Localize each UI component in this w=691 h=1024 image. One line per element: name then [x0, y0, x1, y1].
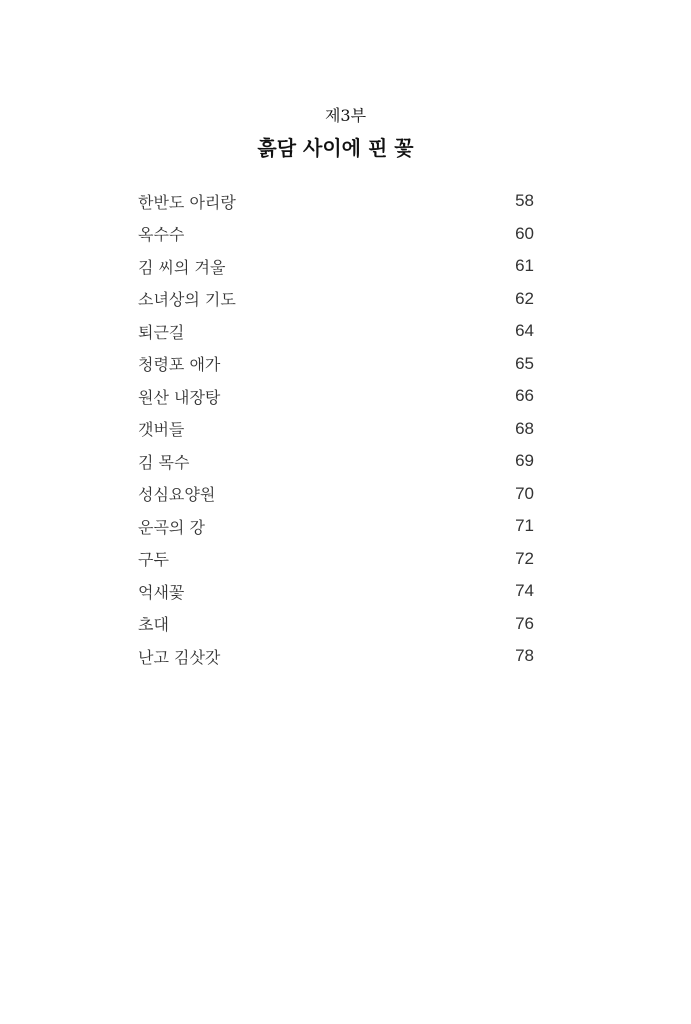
toc-entry-page: 76 — [515, 613, 534, 633]
toc-entry-page: 58 — [515, 191, 534, 211]
toc-entry — [138, 478, 534, 511]
table-of-contents — [138, 185, 534, 673]
toc-entry-page: 70 — [515, 483, 534, 503]
toc-entry-title: 갯버들 — [138, 420, 185, 440]
toc-entry-page: 72 — [515, 548, 534, 568]
toc-entry — [138, 315, 534, 348]
toc-entry-page: 78 — [515, 646, 534, 666]
toc-entry-title: 성심요양원 — [138, 485, 216, 505]
toc-entry — [138, 445, 534, 478]
toc-entry-page: 60 — [515, 223, 534, 243]
toc-entry-page: 66 — [515, 386, 534, 406]
toc-entry-title: 초대 — [138, 615, 169, 635]
part-title: 흙담 사이에 핀 꽃 — [257, 136, 414, 160]
toc-entry-title: 청령포 애가 — [138, 355, 221, 375]
toc-entry — [138, 185, 534, 218]
toc-entry — [138, 575, 534, 608]
toc-entry-page: 65 — [515, 353, 534, 373]
toc-entry — [138, 608, 534, 641]
toc-entry — [138, 283, 534, 316]
toc-entry-title: 김 씨의 겨울 — [138, 257, 226, 277]
toc-entry — [138, 250, 534, 283]
toc-entry-title: 난고 김삿갓 — [138, 647, 221, 667]
toc-entry-title: 운곡의 강 — [138, 517, 205, 537]
toc-entry — [138, 510, 534, 543]
toc-entry — [138, 413, 534, 446]
part-label: 제3부 — [324, 106, 367, 125]
toc-entry — [138, 380, 534, 413]
toc-entry-title: 옥수수 — [138, 225, 185, 245]
toc-entry-page: 74 — [515, 581, 534, 601]
toc-entry-title: 소녀상의 기도 — [138, 290, 236, 310]
toc-entry-title: 퇴근길 — [138, 322, 185, 342]
toc-entry-page: 64 — [515, 321, 534, 341]
toc-entry-page: 69 — [515, 451, 534, 471]
toc-entry-title: 한반도 아리랑 — [138, 192, 236, 212]
toc-entry — [138, 543, 534, 576]
toc-entry-page: 61 — [515, 256, 534, 276]
toc-entry-title: 원산 내장탕 — [138, 387, 221, 407]
toc-entry-page: 71 — [515, 516, 534, 536]
toc-entry — [138, 348, 534, 381]
toc-entry-title: 억새꽃 — [138, 582, 185, 602]
toc-entry-page: 68 — [515, 418, 534, 438]
toc-entry-page: 62 — [515, 288, 534, 308]
toc-entry-title: 김 목수 — [138, 452, 190, 472]
toc-entry — [138, 218, 534, 251]
toc-entry — [138, 640, 534, 673]
toc-entry-title: 구두 — [138, 550, 169, 570]
